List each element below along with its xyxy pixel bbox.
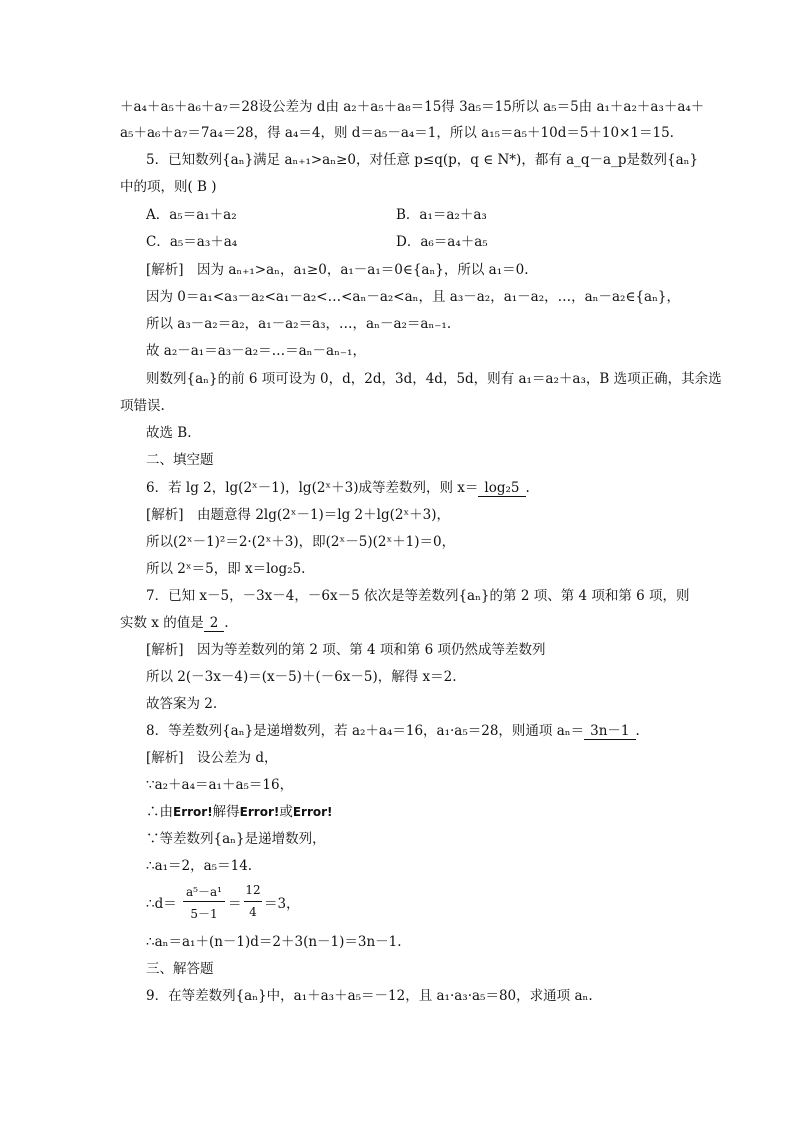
fraction-denominator: 5－1	[190, 907, 218, 921]
fraction-bar	[244, 901, 262, 902]
error-text: Error!	[173, 805, 213, 819]
text-line: ∵等差数列{aₙ}是递增数列，	[146, 831, 326, 847]
fraction-denominator: 4	[249, 905, 257, 919]
error-text: Error!	[292, 805, 333, 819]
question-7: 7．已知 x－5，－3x－4，－6x－5 依次是等差数列{aₙ}的第 2 项、第 4 项和第 6 项，则	[146, 588, 690, 604]
text-line: ＝3，	[264, 896, 300, 912]
option-a: A．a₅＝a₁＋a₂	[146, 207, 237, 223]
text-line: ∴d＝	[146, 896, 177, 912]
text-line: 故选 B.	[146, 425, 192, 441]
text-line: 6．若 lg 2，lg(2ˣ－1)，lg(2ˣ＋3)成等差数列，则 x＝	[146, 480, 479, 496]
text-line: 解得	[212, 804, 240, 820]
section-heading: 三、解答题	[146, 961, 214, 977]
text-line: 故 a₂－a₁＝a₃－a₂＝…＝aₙ－aₙ₋₁，	[146, 343, 366, 359]
text-line: 所以 2ˣ＝5，即 x＝log₂5.	[146, 561, 306, 577]
fraction-bar	[183, 901, 225, 902]
text-line: ＝	[228, 896, 242, 912]
text-line: 所以(2ˣ－1)²＝2·(2ˣ＋3)，即(2ˣ－5)(2ˣ＋1)＝0，	[146, 534, 456, 550]
text-line: 故答案为 2.	[146, 696, 218, 712]
text-line	[120, 614, 229, 632]
text-line: ∵a₂＋a₄＝a₁＋a₅＝16，	[146, 777, 294, 793]
analysis-line: [解析] 设公差为 d，	[146, 750, 278, 766]
text-line: .	[525, 480, 530, 496]
text-line: .	[224, 615, 229, 631]
fraction-numerator: 12	[245, 883, 261, 897]
text-line: ∴由	[146, 804, 173, 820]
error-text: Error!	[239, 805, 280, 819]
analysis-line: [解析] 因为 aₙ₊₁>aₙ，a₁≥0，a₁－a₁＝0∈{aₙ}，所以 a₁＝0.	[146, 262, 529, 278]
answer-blank: 2	[204, 615, 225, 632]
option-c: C．a₅＝a₃＋a₄	[146, 234, 238, 250]
text-line: 或	[279, 804, 293, 820]
option-b: B．a₁＝a₂＋a₃	[396, 207, 487, 223]
answer-blank: 3n－1	[584, 723, 635, 740]
text-line: a₅＋a₆＋a₇＝7a₄＝28，得 a₄＝4，则 d＝a₅－a₄＝1，所以 a₁₅＝a₅＋10d＝5＋10×1＝15.	[120, 125, 674, 141]
text-line: 项错误.	[120, 398, 165, 414]
text-line: 8．等差数列{aₙ}是递增数列，若 a₂＋a₄＝16，a₁·a₅＝28，则通项 aₙ＝	[146, 723, 585, 739]
text-line: 则数列{aₙ}的前 6 项可设为 0，d，2d，3d，4d，5d，则有 a₁＝a₂＋a₃，B 选项正确，其余选	[146, 371, 722, 387]
analysis-line: [解析] 由题意得 2lg(2ˣ－1)＝lg 2＋lg(2ˣ＋3)，	[146, 507, 451, 523]
question-8	[146, 722, 640, 740]
text-line: 所以 a₃－a₂＝a₂，a₁－a₂＝a₃，…，aₙ－a₂＝aₙ₋₁.	[146, 316, 452, 332]
text-line: 因为 0＝a₁<a₃－a₂<a₁－a₂<…<aₙ－a₂<aₙ，且 a₃－a₂，a₁－a₂，…，aₙ－a₂∈{aₙ}，	[146, 289, 681, 305]
answer-blank: log₂5	[478, 480, 525, 497]
text-line: 中的项，则( B )	[120, 179, 217, 195]
text-line	[146, 803, 333, 821]
text-line: 所以 2(－3x－4)＝(x－5)＋(－6x－5)，解得 x＝2.	[146, 669, 457, 685]
text-line: ＋a₄＋a₅＋a₆＋a₇＝28设公差为 d由 a₂＋a₅＋a₈＝15得 3a₅＝15所以 a₅＝5由 a₁＋a₂＋a₃＋a₄＋	[120, 99, 705, 115]
text-line: 实数 x 的值是	[120, 615, 204, 631]
question-5: 5．已知数列{aₙ}满足 aₙ₊₁>aₙ≥0，对任意 p≤q(p，q ∈ N*)，都有 a_q－a_p是数列{aₙ}	[146, 152, 699, 168]
text-line: ∴aₙ＝a₁＋(n－1)d＝2＋3(n－1)＝3n－1.	[146, 934, 402, 950]
option-d: D．a₆＝a₄＋a₅	[396, 234, 488, 250]
question-6	[146, 479, 530, 497]
text-line: ∴a₁＝2，a₅＝14.	[146, 858, 253, 874]
question-9: 9．在等差数列{aₙ}中，a₁＋a₃＋a₅＝－12，且 a₁·a₃·a₅＝80，求通项 aₙ.	[146, 988, 593, 1004]
text-line: .	[635, 723, 640, 739]
analysis-line: [解析] 因为等差数列的第 2 项、第 4 项和第 6 项仍然成等差数列	[146, 642, 546, 658]
section-heading: 二、填空题	[146, 452, 214, 468]
fraction-numerator: a⁵－a¹	[186, 885, 222, 899]
